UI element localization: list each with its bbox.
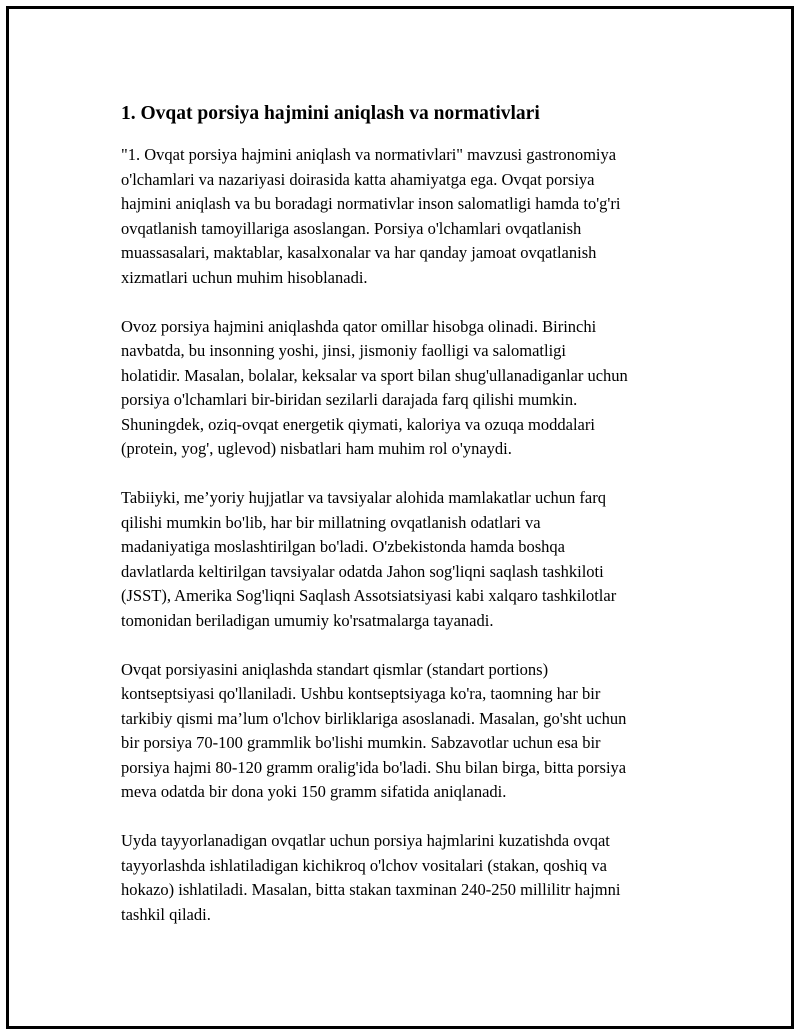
text-line: madaniyatiga moslashtirilgan bo'ladi. O'zbekistonda hamda boshqa bbox=[121, 537, 566, 556]
text-line: qilishi mumkin bo'lib, har bir millatning ovqatlanish odatlari va bbox=[121, 512, 541, 532]
text-line: navbatda, bu insonning yoshi, jinsi, jismoniy faolligi va salomatligi bbox=[121, 341, 567, 360]
text-line: o'lchamlari va nazariyasi doirasida katta ahamiyatga ega. Ovqat porsiya bbox=[121, 169, 595, 189]
document-content bbox=[121, 101, 701, 952]
text-line: meva odatda bir dona yoki 150 gramm sifatida aniqlanadi. bbox=[121, 782, 507, 801]
paragraph-1 bbox=[121, 143, 701, 290]
paragraph-4 bbox=[121, 658, 701, 805]
text-line: porsiya hajmi 80-120 gramm oralig'ida bo'ladi. Shu bilan birga, bitta porsiya bbox=[121, 757, 627, 777]
text-line: (protein, yog', uglevod) nisbatlari ham muhim rol o'ynaydi. bbox=[121, 439, 512, 458]
text-line: tarkibiy qismi ma’lum o'lchov birliklariga asoslanadi. Masalan, go'sht uchun bbox=[121, 708, 627, 728]
page-frame bbox=[6, 6, 794, 1029]
document-heading: 1. Ovqat porsiya hajmini aniqlash va normativlari bbox=[121, 103, 540, 124]
paragraph-3 bbox=[121, 486, 701, 633]
text-line: tashkil qiladi. bbox=[121, 904, 211, 924]
text-line: tayyorlashda ishlatiladigan kichikroq o'lchov vositalari (stakan, qoshiq va bbox=[121, 855, 607, 875]
text-line: Shuningdek, oziq-ovqat energetik qiymati, kaloriya va ozuqa moddalari bbox=[121, 414, 595, 434]
text-line: Uyda tayyorlanadigan ovqatlar uchun porsiya hajmlarini kuzatishda ovqat bbox=[121, 831, 610, 850]
text-line: xizmatlari uchun muhim hisoblanadi. bbox=[121, 267, 368, 287]
text-line: bir porsiya 70-100 grammlik bo'lishi mumkin. Sabzavotlar uchun esa bir bbox=[121, 733, 601, 752]
text-line: muassasalari, maktablar, kasalxonalar va har qanday jamoat ovqatlanish bbox=[121, 243, 597, 262]
text-line: Ovqat porsiyasini aniqlashda standart qismlar (standart portions) bbox=[121, 659, 549, 679]
paragraph-2 bbox=[121, 315, 701, 462]
text-line: (JSST), Amerika Sog'liqni Saqlash Assotsiatsiyasi kabi xalqaro tashkilotlar bbox=[121, 586, 617, 605]
text-line: "1. Ovqat porsiya hajmini aniqlash va normativlari" mavzusi gastronomiya bbox=[121, 145, 617, 164]
text-line: Ovoz porsiya hajmini aniqlashda qator omillar hisobga olinadi. Birinchi bbox=[121, 316, 597, 336]
text-line: tomonidan beriladigan umumiy ko'rsatmalarga tayanadi. bbox=[121, 610, 494, 630]
text-line: Tabiiyki, me’yoriy hujjatlar va tavsiyalar alohida mamlakatlar uchun farq bbox=[121, 488, 606, 507]
text-line: kontseptsiyasi qo'llaniladi. Ushbu kontseptsiyaga ko'ra, taomning har bir bbox=[121, 684, 601, 703]
paragraph-5 bbox=[121, 829, 701, 927]
text-line: davlatlarda keltirilgan tavsiyalar odatda Jahon sog'liqni saqlash tashkiloti bbox=[121, 561, 604, 581]
paragraph-list bbox=[121, 143, 701, 927]
text-line: porsiya o'lchamlari bir-biridan sezilarli darajada farq qilishi mumkin. bbox=[121, 390, 578, 409]
text-line: hokazo) ishlatiladi. Masalan, bitta stakan taxminan 240-250 millilitr hajmni bbox=[121, 880, 621, 899]
text-line: holatidir. Masalan, bolalar, keksalar va sport bilan shug'ullanadiganlar uchun bbox=[121, 365, 628, 385]
text-line: ovqatlanish tamoyillariga asoslangan. Porsiya o'lchamlari ovqatlanish bbox=[121, 218, 582, 238]
text-line: hajmini aniqlash va bu boradagi normativlar inson salomatligi hamda to'g'ri bbox=[121, 194, 621, 213]
